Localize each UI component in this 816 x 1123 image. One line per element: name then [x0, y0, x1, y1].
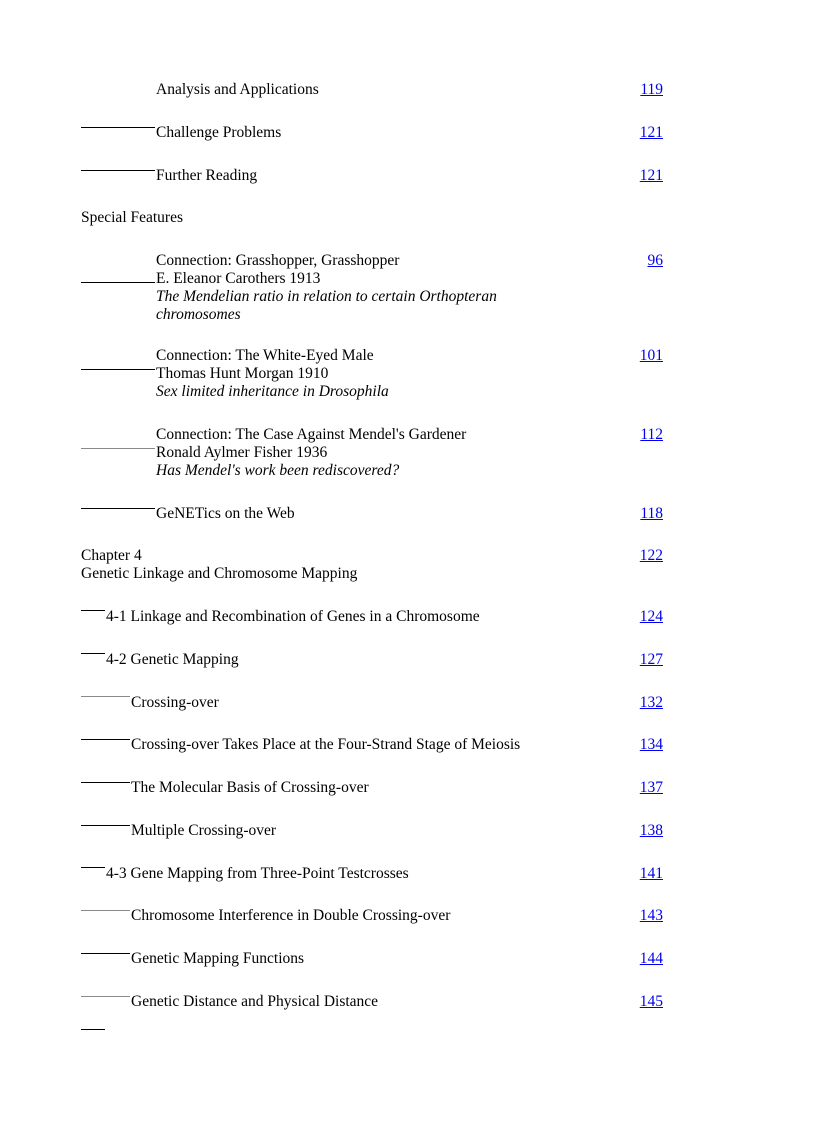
page-link[interactable]: 134 — [639, 736, 663, 753]
leader-line — [81, 653, 105, 654]
leader-line — [81, 739, 130, 740]
toc-entry-title: Chromosome Interference in Double Crossing-over — [131, 907, 451, 924]
leader-line — [81, 170, 155, 171]
toc-entry-title: Multiple Crossing-over — [131, 822, 277, 839]
toc-entry-title: Crossing-over — [131, 694, 219, 711]
leader-line — [81, 696, 130, 697]
page-link[interactable]: 145 — [639, 993, 663, 1010]
toc-entry-paper: Sex limited inheritance in Drosophila — [156, 383, 389, 400]
toc-entry-paper: chromosomes — [156, 306, 241, 323]
toc-entry-paper: Has Mendel's work been rediscovered? — [156, 462, 400, 479]
toc-entry-title: Connection: The White-Eyed Male — [156, 347, 374, 364]
page-link[interactable]: 127 — [639, 651, 663, 668]
leader-line — [81, 782, 130, 783]
leader-line — [81, 1029, 105, 1030]
leader-line — [81, 448, 155, 449]
page-link[interactable]: 144 — [639, 950, 663, 967]
page-link[interactable]: 124 — [639, 608, 663, 625]
page-link[interactable]: 121 — [639, 167, 663, 184]
leader-line — [81, 953, 130, 954]
toc-entry-author: E. Eleanor Carothers 1913 — [156, 270, 321, 287]
toc-entry-title: Crossing-over Takes Place at the Four-Strand Stage of Meiosis — [131, 736, 521, 753]
page-link[interactable]: 141 — [639, 865, 663, 882]
leader-line — [81, 282, 155, 283]
toc-entry-title: 4-2 Genetic Mapping — [106, 651, 239, 668]
page-link[interactable]: 112 — [640, 426, 663, 443]
toc-entry-title: 4-1 Linkage and Recombination of Genes in a Chromosome — [106, 608, 480, 625]
leader-line — [81, 610, 105, 611]
page-link[interactable]: 118 — [640, 505, 663, 522]
toc-entry-title: Genetic Distance and Physical Distance — [131, 993, 379, 1010]
toc-entry-title: Analysis and Applications — [156, 81, 319, 98]
toc-entry-title: Genetic Mapping Functions — [131, 950, 305, 967]
page-link[interactable]: 119 — [640, 81, 663, 98]
chapter-label: Chapter 4 — [81, 547, 142, 564]
toc-entry-author: Ronald Aylmer Fisher 1936 — [156, 444, 328, 461]
leader-line — [81, 825, 130, 826]
page-link[interactable]: 101 — [639, 347, 663, 364]
toc-entry-title: Connection: The Case Against Mendel's Gardener — [156, 426, 467, 443]
page-link[interactable]: 122 — [639, 547, 663, 564]
page-link[interactable]: 132 — [639, 694, 663, 711]
chapter-title: Genetic Linkage and Chromosome Mapping — [81, 565, 358, 582]
leader-line — [81, 369, 155, 370]
page-link[interactable]: 96 — [647, 252, 663, 269]
leader-line — [81, 127, 155, 128]
leader-line — [81, 996, 130, 997]
toc-entry-paper: The Mendelian ratio in relation to certain Orthopteran — [156, 288, 497, 305]
page-link[interactable]: 138 — [639, 822, 663, 839]
toc-entry-title: 4-3 Gene Mapping from Three-Point Testcrosses — [106, 865, 409, 882]
toc-entry-title: Connection: Grasshopper, Grasshopper — [156, 252, 400, 269]
page-link[interactable]: 121 — [639, 124, 663, 141]
leader-line — [81, 867, 105, 868]
toc-entry-title: GeNETics on the Web — [156, 505, 295, 522]
section-heading: Special Features — [81, 209, 184, 226]
leader-line — [81, 910, 130, 911]
leader-line — [81, 508, 155, 509]
page-link[interactable]: 137 — [639, 779, 663, 796]
toc-entry-title: Further Reading — [156, 167, 258, 184]
toc-entry-title: The Molecular Basis of Crossing-over — [131, 779, 369, 796]
toc-entry-title: Challenge Problems — [156, 124, 282, 141]
page-link[interactable]: 143 — [639, 907, 663, 924]
toc-entry-author: Thomas Hunt Morgan 1910 — [156, 365, 329, 382]
